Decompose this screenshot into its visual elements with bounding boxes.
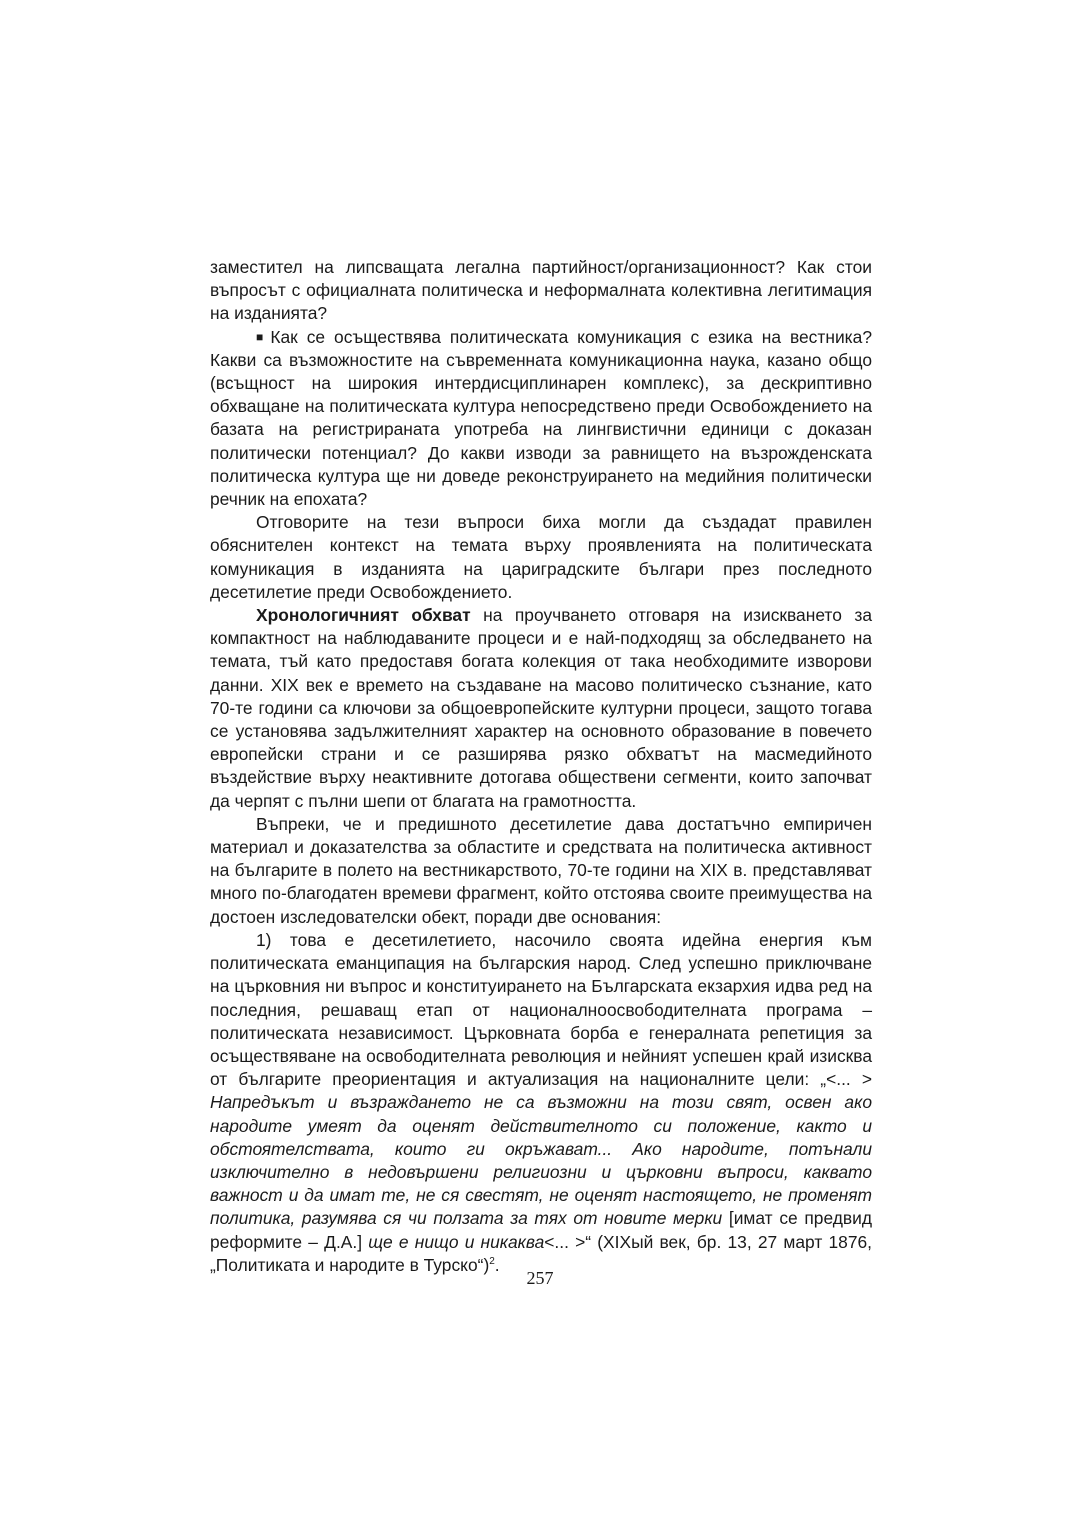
- paragraph-4: [210, 604, 872, 813]
- footnote-marker: 2: [489, 1255, 495, 1267]
- paragraph-4-text: на проучването отговаря на изискването за компактност на наблюдаваните процеси и е най-подходящ за обследването на темата, тъй като предоставя богата колекция от така необходимите изворови данни. XIX век е времето на създаване на масово политическо съзнание, като 70-те години са ключови за общоевропейските културни процеси, защото тогава се установява задължителният характер на основното образование в повечето европейски страни и се разширява рязко обхватът на масмедийното въздействие върху неактивните дотогава обществени сегменти, които започват да черпят с пълни шепи от благата на грамотността.: [210, 605, 872, 811]
- body-text: [210, 256, 872, 1277]
- paragraph-5: Въпреки, че и предишното десетилетие дава достатъчно емпиричен материал и доказателства за областите и средствата на политическа активност на българите в полето на вестникарството, 70-те години на XIX в. представляват много по-благодатен времеви фрагмент, който отстоява своите преимущества на достоен изследователски обект, поради две основания:: [210, 813, 872, 927]
- paragraph-2: [210, 326, 872, 512]
- paragraph-6: [210, 929, 872, 1277]
- paragraph-2-text: Как се осъществява политическата комуникация с езика на вестника? Какви са възможностите на съвременната комуникационна наука, казано общо (всъщност на широкия интердисциплинарен комплекс), за дескриптивно обхващане на политическата култура непосредствено преди Освобождението на базата на регистрираната употреба на лингвистични единици с доказан политически потенциал? До какви изводи за равнището на възрожденската политическа култура ще ни доведе реконструирането на медийния политически речник на епохата?: [210, 326, 872, 510]
- paragraph-6-quote-1: Напредъкът и възраждането не са възможни на този свят, освен ако народите умеят да оценят действителното си положение, както и обстоятелствата, които ги окръжават... Ако народите, потънали изключително в недовършени религиозни и църковни въпроси, каквато важност и да имат те, не ся свестят, не оценят настоящето, не променят политика, разумява ся чи ползата за тях от новите мерки: [210, 1092, 872, 1229]
- paragraph-6-editor-note: [имат се предвид реформите – Д.А.]: [210, 1208, 872, 1252]
- paragraph-1: заместител на липсващата легална партийност/организационност? Как стои въпросът с официалната политическа и неформалната колективна легитимация на изданията?: [210, 257, 872, 324]
- paragraph-6-start: 1) това е десетилетието, насочило своята идейна енергия към политическата еманципация на българския народ. След успешно приключване на църковния ни въпрос и конституирането на Българската екзархия идва ред на последния, решаващ етап от националноосвободителната програма – политическата независимост. Църковната борба е генералната репетиция за осъществяване на освободителната революция и нейният успешен край изисква от българите преориентация и актуализация на националните цели: „<... >: [210, 929, 872, 1090]
- paragraph-6-final: .: [494, 1254, 500, 1275]
- bullet-icon: ■: [256, 329, 268, 344]
- paragraph-6-citation: <... >“ (XIXый век, бр. 13, 27 март 1876, „Политиката и народите в Турско“): [210, 1231, 873, 1275]
- paragraph-3: Отговорите на тези въпроси биха могли да създадат правилен обяснителен контекст на темата върху проявленията на политическата комуникация в изданията на цариградските българи през последното десетилетие преди Освобождението.: [210, 512, 872, 602]
- paragraph-6-quote-2: ще е нищо и никаква: [368, 1231, 545, 1252]
- paragraph-4-bold-term: Хронологичният обхват: [256, 605, 471, 626]
- page-number: 257: [526, 1268, 554, 1288]
